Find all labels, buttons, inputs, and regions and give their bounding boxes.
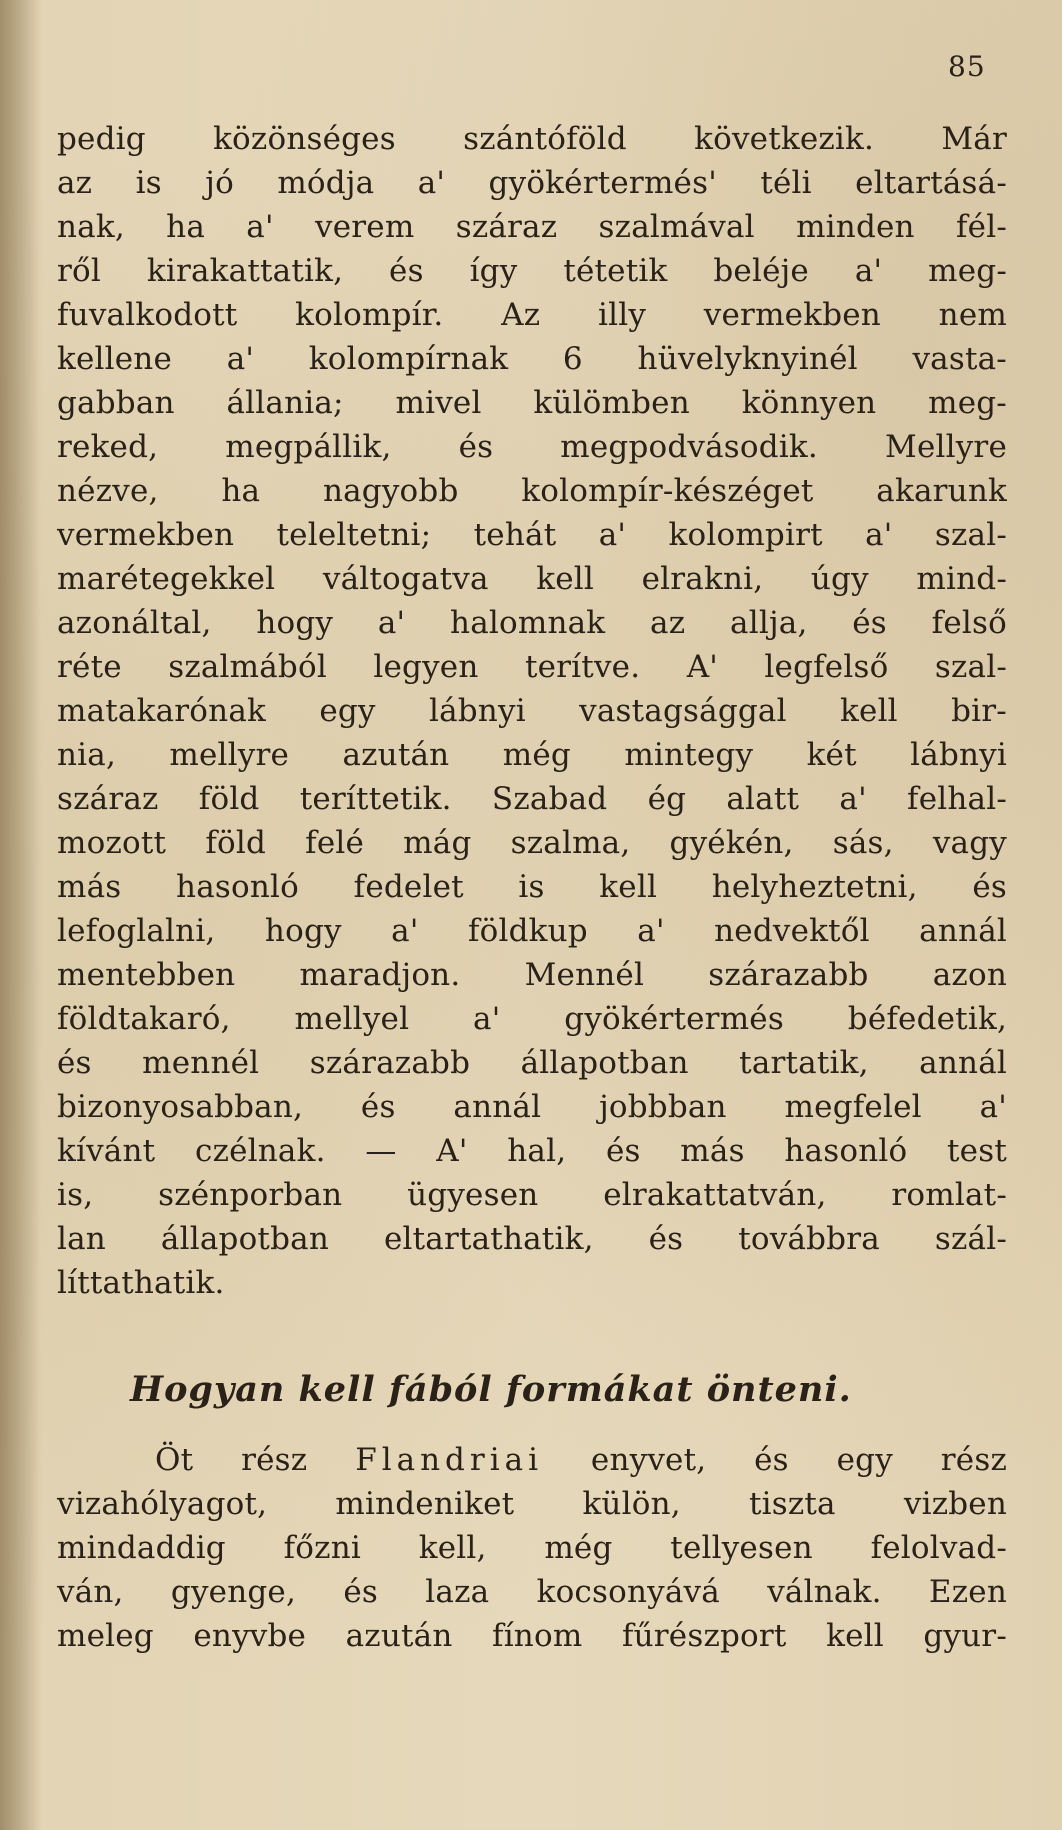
text-line: nézve, ha nagyobb kolompír-készéget akarunk — [57, 473, 1007, 509]
text-line: nak, ha a' verem száraz szalmával minden fél- — [57, 209, 1007, 245]
spaced-word: Flandriai — [355, 1442, 544, 1478]
text-line: kívánt czélnak. — A' hal, és más hasonló test — [57, 1133, 1007, 1169]
text-line: ván, gyenge, és laza kocsonyává válnak. Ezen — [57, 1574, 1007, 1610]
text-line: is, szénporban ügyesen elrakattatván, romlat- — [57, 1177, 1007, 1213]
text-line: marétegekkel váltogatva kell elrakni, úgy mind- — [57, 561, 1007, 597]
text-line: fuvalkodott kolompír. Az illy vermekben nem — [57, 297, 1007, 333]
paragraph-storage — [57, 117, 1007, 1305]
text-line-first — [57, 1438, 1007, 1482]
text-run: enyvet, és egy rész — [543, 1442, 1007, 1478]
text-line: bizonyosabban, és annál jobbban megfelel a' — [57, 1089, 1007, 1125]
text-line: ről kirakattatik, és így tétetik beléje a' meg- — [57, 253, 1007, 289]
text-line: réte szalmából legyen terítve. A' legfelső szal- — [57, 649, 1007, 685]
page-gutter-shadow — [0, 0, 42, 1830]
text-line: mozott föld felé mág szalma, gyékén, sás, vagy — [57, 825, 1007, 861]
text-line: meleg enyvbe azután fínom fűrészport kell gyur- — [57, 1618, 1007, 1654]
section-heading: Hogyan kell fából formákat önteni. — [130, 1369, 852, 1410]
text-line: kellene a' kolompírnak 6 hüvelyknyinél vasta- — [57, 341, 1007, 377]
paragraph-molds — [57, 1438, 1007, 1658]
text-line: mindaddig főzni kell, még tellyesen felolvad- — [57, 1530, 1007, 1566]
text-line: vizahólyagot, mindeniket külön, tiszta vizben — [57, 1486, 1007, 1522]
text-line: vermekben teleltetni; tehát a' kolompirt a' szal- — [57, 517, 1007, 553]
text-line: reked, megpállik, és megpodvásodik. Mellyre — [57, 429, 1007, 465]
page-number: 85 — [948, 50, 986, 83]
text-line: lan állapotban eltartathatik, és továbbra szál- — [57, 1221, 1007, 1257]
text-line: más hasonló fedelet is kell helyheztetni, és — [57, 869, 1007, 905]
text-line: mentebben maradjon. Mennél szárazabb azon — [57, 957, 1007, 993]
text-line: pedig közönséges szántóföld következik. Már — [57, 121, 1007, 157]
text-line: nia, mellyre azután még mintegy két lábnyi — [57, 737, 1007, 773]
text-line: líttathatik. — [57, 1265, 225, 1301]
text-line: földtakaró, mellyel a' gyökértermés béfedetik, — [57, 1001, 1007, 1037]
text-run: Öt rész — [155, 1442, 356, 1478]
text-line: gabban állania; mivel külömben könnyen meg- — [57, 385, 1007, 421]
text-line: és mennél szárazabb állapotban tartatik, annál — [57, 1045, 1007, 1081]
text-line: az is jó módja a' gyökértermés' téli eltartásá- — [57, 165, 1007, 201]
text-line: matakarónak egy lábnyi vastagsággal kell bir- — [57, 693, 1007, 729]
text-line: azonáltal, hogy a' halomnak az allja, és felső — [57, 605, 1007, 641]
text-line: száraz föld teríttetik. Szabad ég alatt a' felhal- — [57, 781, 1007, 817]
text-line: lefoglalni, hogy a' földkup a' nedvektől annál — [57, 913, 1007, 949]
